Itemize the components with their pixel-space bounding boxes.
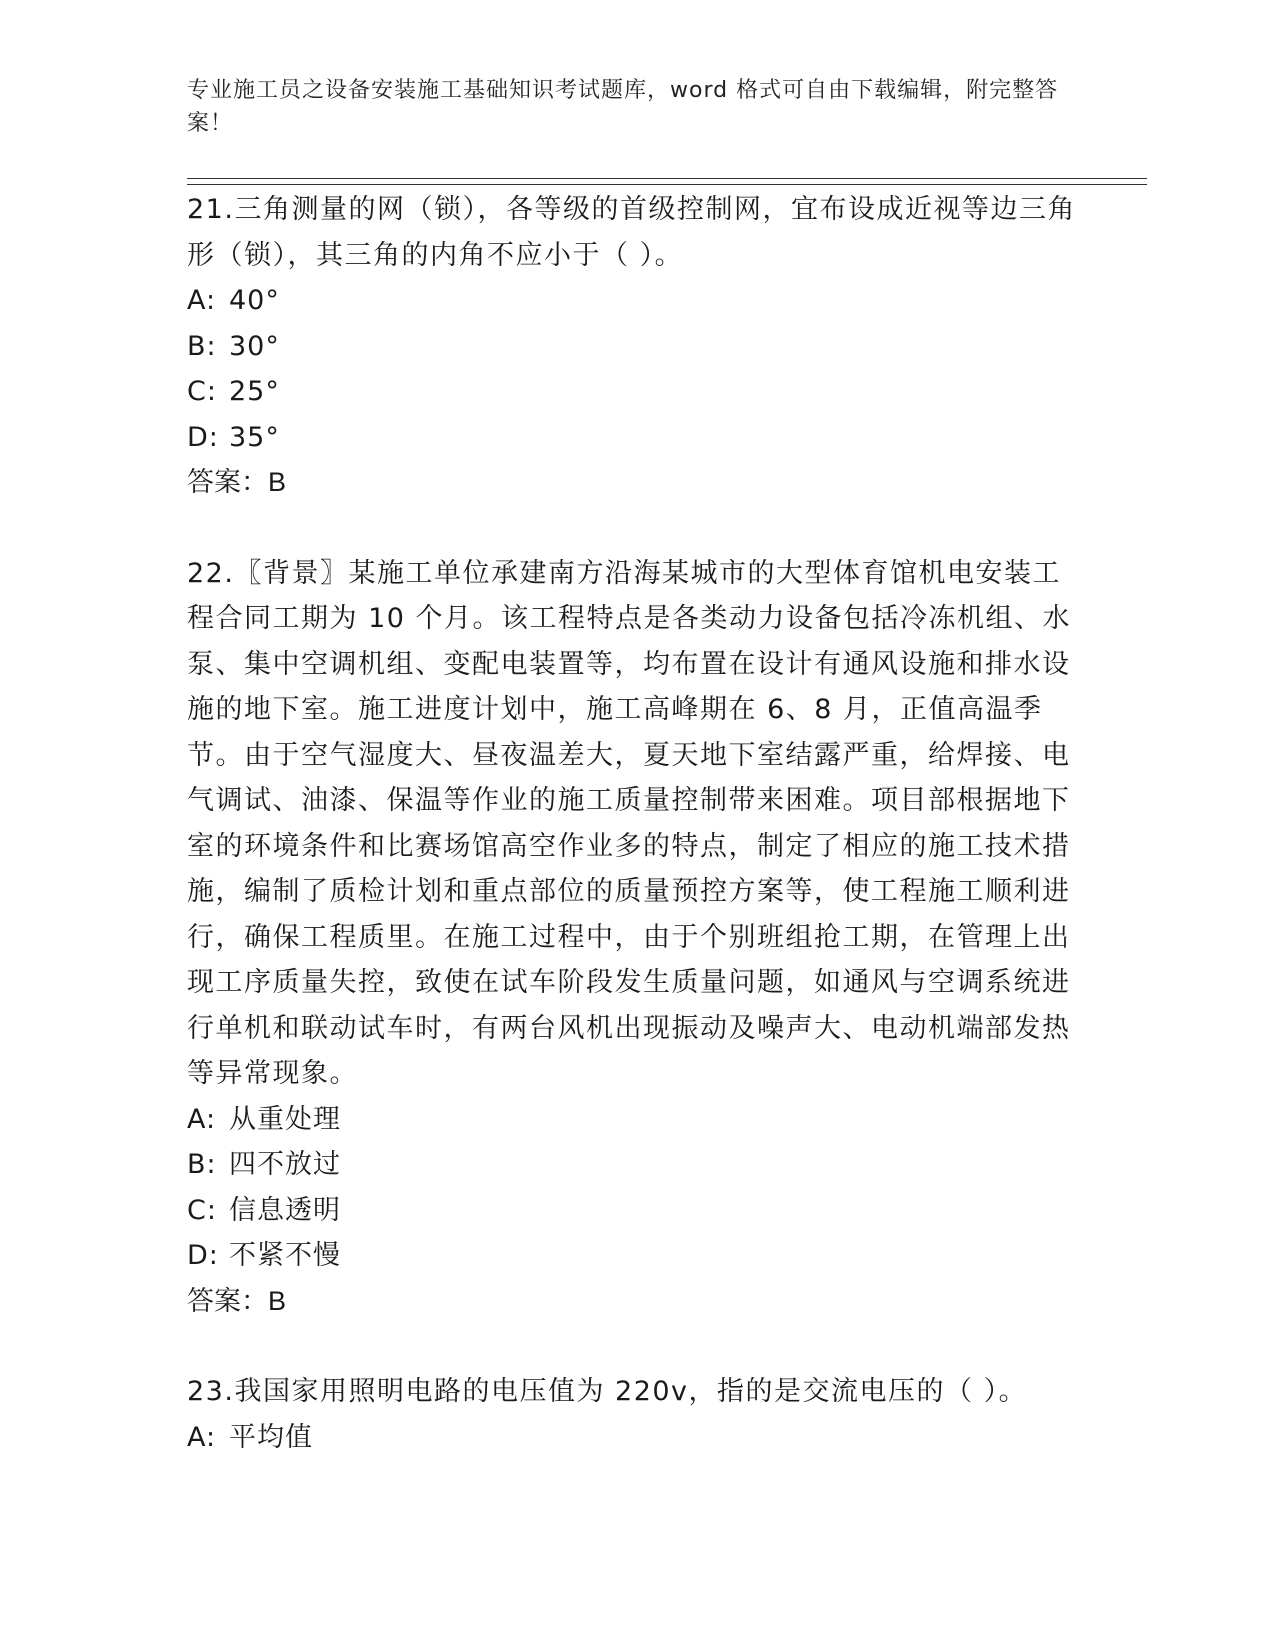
option-d [187, 415, 1087, 461]
answer-line: 答案：B [187, 467, 287, 497]
option-text: 不紧不慢 [229, 1240, 341, 1271]
question-stem: 22.〖背景〗某施工单位承建南方沿海某城市的大型体育馆机电安装工程合同工期为 10 个月。该工程特点是各类动力设备包括冷冻机组、水泵、集中空调机组、变配电装置等，均布置在设计有通风设施和排水设施的地下室。施工进度计划中，施工高峰期在 6、8 月，正值高温季节。由于空气湿度大、昼夜温差大，夏天地下室结露严重，给焊接、电气调试、油漆、保温等作业的施工质量控制带来困难。项目部根据地下室的环境条件和比赛场馆高空作业多的特点，制定了相应的施工技术措施，编制了质检计划和重点部位的质量预控方案等，使工程施工顺利进行，确保工程质里。在施工过程中，由于个别班组抢工期，在管理上出现工序质量失控，致使在试车阶段发生质量问题，如通风与空调系统进行单机和联动试车时，有两台风机出现振动及噪声大、电动机端部发热等异常现象。 [187, 557, 1072, 1089]
option-a [187, 278, 1087, 324]
option-text: 从重处理 [229, 1103, 341, 1135]
header-divider-top [187, 178, 1147, 179]
spacer [187, 506, 1087, 551]
document-header: 专业施工员之设备安装施工基础知识考试题库，word 格式可自由下载编辑，附完整答案！ [187, 78, 1059, 136]
option-key: A: [187, 1103, 217, 1135]
option-text: 40° [229, 285, 280, 316]
option-text: 25° [229, 376, 280, 407]
option-text: 35° [229, 421, 280, 453]
option-key: A: [187, 285, 217, 316]
question-list [187, 187, 1087, 1460]
option-b [187, 1142, 1087, 1188]
option-c [187, 1188, 1087, 1234]
option-text: 平均值 [229, 1421, 313, 1453]
option-key: C: [187, 1194, 217, 1226]
option-key: B: [187, 330, 217, 362]
question-stem: 23.我国家用照明电路的电压值为 220v，指的是交流电压的（ ）。 [187, 1376, 1028, 1407]
spacer [187, 1324, 1087, 1369]
option-b [187, 324, 1087, 370]
option-d [187, 1233, 1087, 1279]
header-divider-bottom [187, 184, 1147, 185]
question-21 [187, 187, 1087, 506]
question-22 [187, 551, 1087, 1325]
question-23 [187, 1369, 1087, 1460]
option-key: D: [187, 1240, 219, 1271]
option-key: D: [187, 421, 219, 453]
answer-line: 答案：B [187, 1285, 287, 1316]
option-key: A: [187, 1421, 217, 1453]
option-key: C: [187, 376, 217, 407]
question-stem: 21.三角测量的网（锁），各等级的首级控制网，宜布设成近视等边三角形（锁），其三角的内角不应小于（ ）。 [187, 194, 1076, 271]
option-key: B: [187, 1149, 217, 1180]
option-text: 30° [229, 330, 280, 362]
option-text: 信息透明 [229, 1194, 341, 1226]
option-c [187, 369, 1087, 415]
option-a [187, 1097, 1087, 1143]
option-text: 四不放过 [229, 1149, 341, 1180]
option-a [187, 1415, 1087, 1461]
